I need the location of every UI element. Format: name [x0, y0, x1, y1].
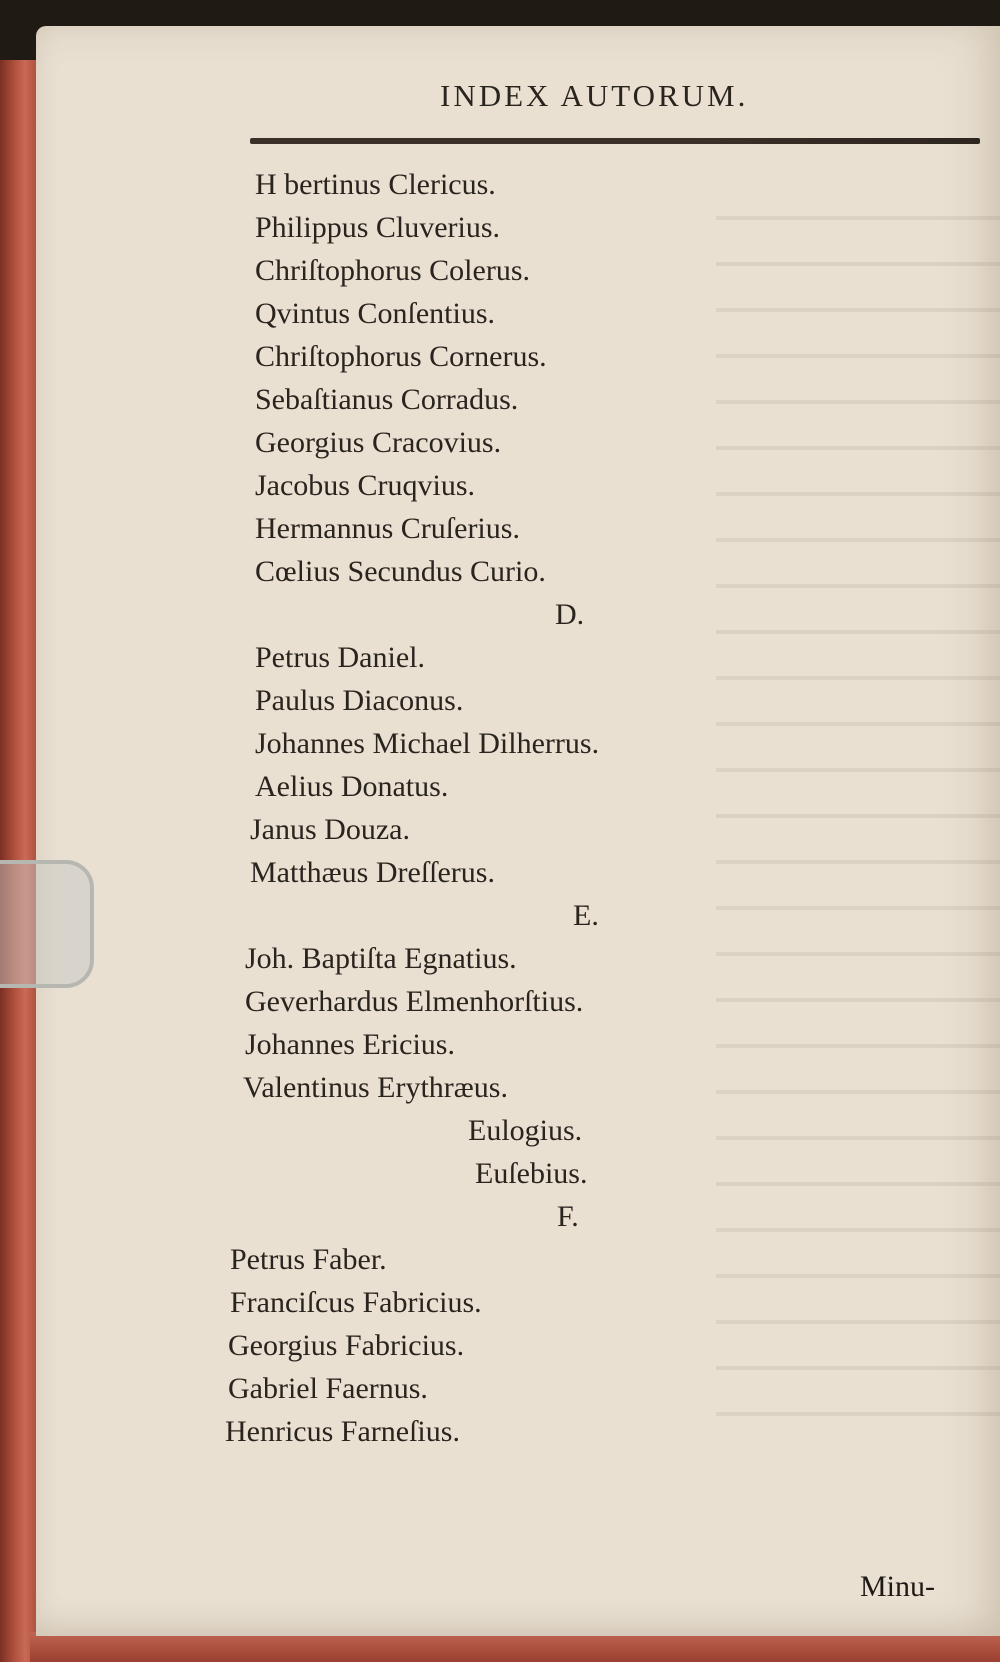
index-entry: Euſebius. — [475, 1157, 588, 1190]
index-entry: Janus Douza. — [250, 813, 410, 846]
index-entry: Eulogius. — [468, 1114, 583, 1147]
index-entry: Petrus Faber. — [230, 1243, 387, 1276]
index-entry: Qvintus Conſentius. — [255, 297, 496, 330]
index-entry: Philippus Cluverius. — [255, 211, 501, 244]
index-entry: Sebaſtianus Corradus. — [255, 383, 519, 416]
section-letter-e: E. — [573, 899, 599, 932]
section-letter-f: F. — [557, 1200, 579, 1233]
index-entry: Joh. Baptiſta Egnatius. — [245, 942, 517, 975]
book-edge-bottom — [30, 1632, 1000, 1662]
index-entry: Johannes Ericius. — [245, 1028, 455, 1061]
index-entry: Chriſtophorus Cornerus. — [255, 340, 547, 373]
index-entry: Gabriel Faernus. — [228, 1372, 428, 1405]
section-letter-d: D. — [555, 598, 585, 631]
index-entry: Petrus Daniel. — [255, 641, 425, 674]
index-entry: H bertinus Clericus. — [255, 168, 496, 201]
index-entry: Johannes Michael Dilherrus. — [255, 727, 600, 760]
show-through-text — [716, 186, 1000, 1436]
index-entry: Georgius Cracovius. — [255, 426, 502, 459]
index-entry: Hermannus Cruſerius. — [255, 512, 520, 545]
index-entry: Henricus Farneſius. — [225, 1415, 460, 1448]
index-entry: Georgius Fabricius. — [228, 1329, 465, 1362]
index-entry: Jacobus Cruqvius. — [255, 469, 475, 502]
header-rule — [250, 138, 980, 144]
page-header: INDEX AUTORUM. — [440, 78, 749, 113]
index-entry: Geverhardus Elmenhorſtius. — [245, 985, 584, 1018]
index-entry: Matthæus Dreſſerus. — [250, 856, 495, 889]
index-entry: Paulus Diaconus. — [255, 684, 464, 717]
index-entry: Cœlius Secundus Curio. — [255, 555, 546, 588]
index-entry: Franciſcus Fabricius. — [230, 1286, 482, 1319]
index-entry: Valentinus Erythræus. — [243, 1071, 508, 1104]
page-clip — [0, 860, 94, 988]
catchword: Minu- — [860, 1570, 935, 1603]
index-entry: Chriſtophorus Colerus. — [255, 254, 530, 287]
index-entry: Aelius Donatus. — [255, 770, 449, 803]
